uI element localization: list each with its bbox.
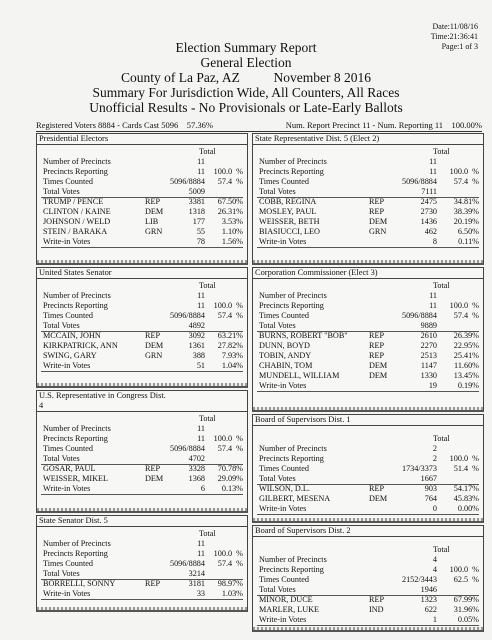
result-row — [257, 177, 479, 187]
row-party: REP — [369, 207, 385, 216]
result-row — [257, 504, 479, 515]
result-row — [257, 197, 479, 207]
row-label: Total Votes — [259, 474, 296, 483]
row-party: IND — [369, 605, 384, 614]
row-label: CHABIN, TOM — [259, 361, 313, 370]
row-votes: 1361 — [188, 341, 205, 350]
result-row — [257, 217, 479, 227]
row-party: REP — [369, 484, 385, 493]
row-votes: 6 — [200, 484, 205, 493]
registration-line — [36, 120, 482, 132]
row-votes: 5096/8884 — [401, 311, 437, 320]
result-row — [41, 227, 243, 237]
total-header: Total — [433, 434, 450, 443]
row-percent: 31.96% — [453, 605, 479, 614]
row-votes: 1734/3373 — [401, 464, 437, 473]
row-party: DEM — [145, 474, 164, 483]
row-votes: 2 — [432, 454, 437, 463]
race-title: Board of Supervisors Dist. 2 — [253, 526, 483, 537]
row-votes: 5096/8884 — [169, 444, 205, 453]
result-row — [41, 361, 243, 372]
row-percent: 57.4 % — [217, 177, 243, 186]
result-row — [41, 157, 243, 167]
row-votes: 19 — [428, 381, 437, 390]
result-row — [41, 474, 243, 484]
race-title: Presidential Electors — [37, 134, 247, 145]
election-name: General Election — [200, 55, 292, 70]
row-percent: 100.0 % — [213, 301, 243, 310]
row-votes: 11 — [429, 157, 437, 166]
row-votes: 5096/8884 — [401, 177, 437, 186]
result-row — [257, 167, 479, 177]
row-label: Times Counted — [43, 559, 93, 568]
row-label: Precincts Reporting — [43, 434, 108, 443]
row-votes: 2270 — [420, 341, 437, 350]
row-label: Write-in Votes — [259, 381, 307, 390]
row-votes: 1368 — [188, 474, 205, 483]
row-label: Precincts Reporting — [43, 549, 108, 558]
total-header: Total — [199, 147, 216, 156]
row-votes: 2152/3443 — [401, 575, 437, 584]
row-percent: 98.97% — [217, 579, 243, 588]
row-votes: 1436 — [420, 217, 437, 226]
row-percent: 57.4 % — [217, 444, 243, 453]
row-party: REP — [369, 197, 385, 206]
total-header: Total — [433, 147, 450, 156]
result-row — [257, 341, 479, 351]
row-label: Total Votes — [43, 321, 80, 330]
row-percent: 26.31% — [217, 207, 243, 216]
precincts-reporting: Num. Report Precinct 11 - Num. Reporting 11 100.00% — [285, 120, 482, 130]
row-votes: 55 — [196, 227, 205, 236]
row-percent: 26.39% — [453, 331, 479, 340]
row-votes: 2513 — [420, 351, 437, 360]
row-label: WILSON, D.L. — [259, 484, 310, 493]
result-row — [41, 484, 243, 495]
row-votes: 11 — [197, 549, 205, 558]
row-party: REP — [145, 331, 161, 340]
row-percent: 57.4 % — [217, 311, 243, 320]
row-votes: 9889 — [420, 321, 437, 330]
result-row — [41, 291, 243, 301]
row-votes: 2 — [432, 444, 437, 453]
row-party: REP — [145, 579, 161, 588]
box-footer-rule — [253, 407, 483, 410]
row-percent: 45.83% — [453, 494, 479, 503]
result-row — [257, 351, 479, 361]
row-votes: 0 — [432, 504, 437, 513]
result-row — [257, 444, 479, 454]
row-label: MINOR, DUCE — [259, 595, 313, 604]
row-label: TOBIN, ANDY — [259, 351, 312, 360]
row-percent: 70.78% — [217, 464, 243, 473]
row-percent: 100.0 % — [449, 565, 479, 574]
result-row — [257, 207, 479, 217]
row-percent: 100.0 % — [213, 167, 243, 176]
box-footer-rule — [37, 508, 247, 511]
row-label: Write-in Votes — [259, 615, 307, 624]
row-percent: 0.00% — [457, 504, 479, 513]
row-label: MOSLEY, PAUL — [259, 207, 317, 216]
result-row — [41, 311, 243, 321]
row-label: Times Counted — [259, 464, 309, 473]
result-row — [257, 565, 479, 575]
result-row — [257, 237, 479, 248]
row-votes: 5096/8884 — [169, 559, 205, 568]
total-header: Total — [199, 529, 216, 538]
result-row — [41, 331, 243, 341]
row-votes: 3181 — [188, 579, 205, 588]
row-votes: 3381 — [188, 197, 205, 206]
row-percent: 3.53% — [221, 217, 243, 226]
row-label: Write-in Votes — [43, 361, 91, 370]
result-row — [41, 559, 243, 569]
row-label: Number of Precincts — [43, 424, 111, 433]
row-label: Number of Precincts — [259, 444, 327, 453]
row-party: DEM — [145, 341, 164, 350]
row-votes: 1318 — [188, 207, 205, 216]
row-party: DEM — [369, 217, 388, 226]
row-votes: 11 — [197, 539, 205, 548]
result-row — [257, 615, 479, 626]
row-votes: 4702 — [188, 454, 205, 463]
report-date: Date:11/08/16 — [432, 22, 478, 31]
row-percent: 25.41% — [453, 351, 479, 360]
row-label: Write-in Votes — [259, 237, 307, 246]
box-footer-rule — [37, 383, 247, 386]
row-label: Times Counted — [43, 444, 93, 453]
row-label: Times Counted — [259, 177, 309, 186]
row-percent: 63.21% — [217, 331, 243, 340]
race-title: State Senator Dist. 5 — [37, 516, 247, 527]
row-percent: 54.17% — [453, 484, 479, 493]
row-party: REP — [145, 464, 161, 473]
row-percent: 57.4 % — [217, 559, 243, 568]
result-row — [41, 444, 243, 454]
row-votes: 622 — [424, 605, 437, 614]
result-row — [41, 197, 243, 207]
row-label: Number of Precincts — [43, 539, 111, 548]
result-row — [41, 549, 243, 559]
row-percent: 1.03% — [221, 589, 243, 598]
race-title: United States Senator — [37, 268, 247, 279]
row-percent: 100.0 % — [213, 434, 243, 443]
row-label: Number of Precincts — [43, 291, 111, 300]
result-row — [257, 454, 479, 464]
row-percent: 57.4 % — [453, 177, 479, 186]
result-row — [41, 167, 243, 177]
result-row — [41, 424, 243, 434]
result-row — [257, 331, 479, 341]
row-votes: 11 — [429, 301, 437, 310]
row-votes: 7111 — [421, 187, 437, 196]
result-row — [41, 579, 243, 589]
row-label: Times Counted — [259, 575, 309, 584]
race-corporation-commissioner — [252, 267, 484, 412]
result-row — [257, 595, 479, 605]
row-party: REP — [369, 331, 385, 340]
result-row — [257, 157, 479, 167]
row-percent: 27.82% — [217, 341, 243, 350]
row-percent: 29.09% — [217, 474, 243, 483]
race-title-line2: 4 — [37, 401, 247, 412]
row-votes: 11 — [429, 291, 437, 300]
row-label: Number of Precincts — [259, 291, 327, 300]
row-label: SWING, GARY — [43, 351, 97, 360]
result-row — [257, 301, 479, 311]
result-row — [41, 464, 243, 474]
result-row — [41, 434, 243, 444]
result-row — [41, 539, 243, 549]
result-row — [257, 361, 479, 371]
row-party: REP — [369, 595, 385, 604]
row-votes: 3328 — [188, 464, 205, 473]
row-label: Number of Precincts — [259, 157, 327, 166]
total-header: Total — [433, 545, 450, 554]
row-party: GRN — [145, 227, 163, 236]
row-percent: 11.60% — [454, 361, 479, 370]
result-row — [41, 351, 243, 361]
row-votes: 11 — [197, 157, 205, 166]
result-row — [41, 217, 243, 227]
result-row — [41, 237, 243, 248]
row-percent: 1.56% — [221, 237, 243, 246]
row-label: MCCAIN, JOHN — [43, 331, 101, 340]
row-percent: 13.45% — [453, 371, 479, 380]
result-row — [41, 589, 243, 600]
row-party: DEM — [369, 361, 388, 370]
row-label: Total Votes — [259, 321, 296, 330]
row-label: Number of Precincts — [43, 157, 111, 166]
row-votes: 1 — [432, 615, 437, 624]
row-party: GRN — [369, 227, 387, 236]
total-header: Total — [199, 414, 216, 423]
row-votes: 8 — [432, 237, 437, 246]
row-votes: 1147 — [420, 361, 437, 370]
row-label: Times Counted — [43, 311, 93, 320]
row-votes: 5009 — [188, 187, 205, 196]
row-votes: 764 — [424, 494, 437, 503]
row-percent: 57.4 % — [453, 311, 479, 320]
row-label: Write-in Votes — [43, 484, 91, 493]
box-footer-rule — [37, 607, 247, 610]
race-board-supervisors-1 — [252, 414, 484, 523]
result-row — [257, 381, 479, 392]
row-party: DEM — [369, 494, 388, 503]
row-votes: 3092 — [188, 331, 205, 340]
row-label: Total Votes — [43, 454, 80, 463]
row-votes: 4 — [432, 565, 437, 574]
row-label: WEISSER, BETH — [259, 217, 320, 226]
race-state-representative — [252, 133, 484, 265]
box-footer-rule — [253, 627, 483, 630]
row-votes: 4892 — [188, 321, 205, 330]
row-label: Write-in Votes — [43, 589, 91, 598]
race-title: Corporation Commissioner (Elect 3) — [253, 268, 483, 279]
row-percent: 62.5 % — [453, 575, 479, 584]
total-header: Total — [433, 281, 450, 290]
row-label: Number of Precincts — [259, 555, 327, 564]
report-title: Election Summary Report — [175, 40, 317, 55]
row-label: DUNN, BOYD — [259, 341, 310, 350]
row-votes: 462 — [424, 227, 437, 236]
row-percent: 7.93% — [221, 351, 243, 360]
row-label: Write-in Votes — [43, 237, 91, 246]
race-us-representative — [36, 390, 248, 513]
row-votes: 78 — [196, 237, 205, 246]
row-percent: 100.0 % — [449, 454, 479, 463]
row-label: Precincts Reporting — [259, 565, 324, 574]
row-percent: 0.11% — [458, 237, 479, 246]
row-votes: 51 — [196, 361, 205, 370]
row-party: LIB — [145, 217, 159, 226]
row-votes: 2610 — [420, 331, 437, 340]
county-date: County of La Paz, AZ November 8 2016 — [120, 70, 372, 85]
result-row — [41, 341, 243, 351]
result-row — [41, 207, 243, 217]
row-percent: 0.05% — [457, 615, 479, 624]
row-label: Precincts Reporting — [259, 301, 324, 310]
row-votes: 5096/8884 — [169, 311, 205, 320]
result-row — [257, 227, 479, 237]
result-row — [257, 575, 479, 585]
race-title: State Representative Dist. 5 (Elect 2) — [253, 134, 483, 145]
row-label: Total Votes — [259, 187, 296, 196]
result-row — [257, 311, 479, 321]
result-row — [257, 464, 479, 474]
row-label: GOSAR, PAUL — [43, 464, 96, 473]
row-label: Precincts Reporting — [259, 167, 324, 176]
row-votes: 11 — [197, 424, 205, 433]
row-label: Precincts Reporting — [43, 301, 108, 310]
row-label: KIRKPATRICK, ANN — [43, 341, 118, 350]
row-percent: 67.50% — [217, 197, 243, 206]
row-label: Times Counted — [43, 177, 93, 186]
row-percent: 34.81% — [453, 197, 479, 206]
summary-scope: Summary For Jurisdiction Wide, All Counters, All Races — [92, 85, 400, 100]
row-party: REP — [369, 351, 385, 360]
result-row — [257, 484, 479, 494]
row-votes: 11 — [429, 167, 437, 176]
row-party: REP — [145, 197, 161, 206]
row-votes: 11 — [197, 167, 205, 176]
row-percent: 6.50% — [457, 227, 479, 236]
row-votes: 1667 — [420, 474, 437, 483]
race-title: Board of Supervisors Dist. 1 — [253, 415, 483, 426]
row-party: DEM — [145, 207, 164, 216]
row-label: Precincts Reporting — [259, 454, 324, 463]
row-percent: 1.10% — [221, 227, 243, 236]
row-votes: 2730 — [420, 207, 437, 216]
row-label: Times Counted — [259, 311, 309, 320]
row-label: BURNS, ROBERT "BOB" — [259, 331, 348, 340]
row-percent: 38.39% — [453, 207, 479, 216]
box-footer-rule — [37, 260, 247, 263]
row-votes: 3214 — [188, 569, 205, 578]
row-votes: 903 — [424, 484, 437, 493]
race-title: U.S. Representative in Congress Dist. — [39, 391, 166, 400]
row-label: MUNDELL, WILLIAM — [259, 371, 340, 380]
race-presidential-electors — [36, 133, 248, 265]
row-percent: 100.0 % — [449, 301, 479, 310]
row-label: Total Votes — [259, 585, 296, 594]
row-votes: 177 — [192, 217, 205, 226]
row-percent: 100.0 % — [213, 549, 243, 558]
row-percent: 20.19% — [453, 217, 479, 226]
row-votes: 33 — [196, 589, 205, 598]
report-header — [0, 40, 492, 115]
row-percent: 1.04% — [221, 361, 243, 370]
registered-voters: Registered Voters 8884 - Cards Cast 5096 57.36% — [36, 120, 213, 130]
row-label: BIASIUCCI, LEO — [259, 227, 320, 236]
row-label: BORRELLI, SONNY — [43, 579, 116, 588]
row-votes: 11 — [197, 434, 205, 443]
row-votes: 11 — [197, 301, 205, 310]
row-label: TRUMP / PENCE — [43, 197, 104, 206]
row-label: CLINTON / KAINE — [43, 207, 111, 216]
row-votes: 1946 — [420, 585, 437, 594]
result-row — [257, 605, 479, 615]
page-number: Page:1 of 3 — [441, 42, 478, 51]
row-label: Total Votes — [43, 187, 80, 196]
row-label: STEIN / BARAKA — [43, 227, 108, 236]
total-header: Total — [199, 281, 216, 290]
result-row — [257, 291, 479, 301]
row-percent: 100.0 % — [449, 167, 479, 176]
row-label: Total Votes — [43, 569, 80, 578]
row-percent: 67.99% — [453, 595, 479, 604]
race-state-senator — [36, 515, 248, 612]
row-label: MARLER, LUKE — [259, 605, 320, 614]
race-us-senator — [36, 267, 248, 388]
row-votes: 5096/8884 — [169, 177, 205, 186]
row-label: Precincts Reporting — [43, 167, 108, 176]
row-votes: 388 — [192, 351, 205, 360]
result-row — [41, 301, 243, 311]
row-label: JOHNSON / WELD — [43, 217, 111, 226]
result-row — [41, 177, 243, 187]
row-votes: 1323 — [420, 595, 437, 604]
unofficial-note: Unofficial Results - No Provisionals or Late-Early Ballots — [89, 100, 403, 115]
result-row — [257, 371, 479, 381]
row-label: WEISSER, MIKEL — [43, 474, 109, 483]
row-label: COBB, REGINA — [259, 197, 317, 206]
row-percent: 51.4 % — [453, 464, 479, 473]
box-footer-rule — [253, 260, 483, 263]
row-votes: 4 — [432, 555, 437, 564]
result-row — [257, 555, 479, 565]
row-party: DEM — [369, 371, 388, 380]
row-percent: 0.19% — [457, 381, 479, 390]
race-board-supervisors-2 — [252, 525, 484, 632]
row-votes: 11 — [197, 291, 205, 300]
row-percent: 0.13% — [221, 484, 243, 493]
row-party: REP — [369, 341, 385, 350]
report-time: Time:21:36:41 — [430, 32, 478, 41]
row-votes: 2475 — [420, 197, 437, 206]
box-footer-rule — [253, 518, 483, 521]
row-votes: 1330 — [420, 371, 437, 380]
row-percent: 22.95% — [453, 341, 479, 350]
row-party: GRN — [145, 351, 163, 360]
row-label: GILBERT, MESENA — [259, 494, 331, 503]
result-row — [257, 494, 479, 504]
row-label: Write-in Votes — [259, 504, 307, 513]
